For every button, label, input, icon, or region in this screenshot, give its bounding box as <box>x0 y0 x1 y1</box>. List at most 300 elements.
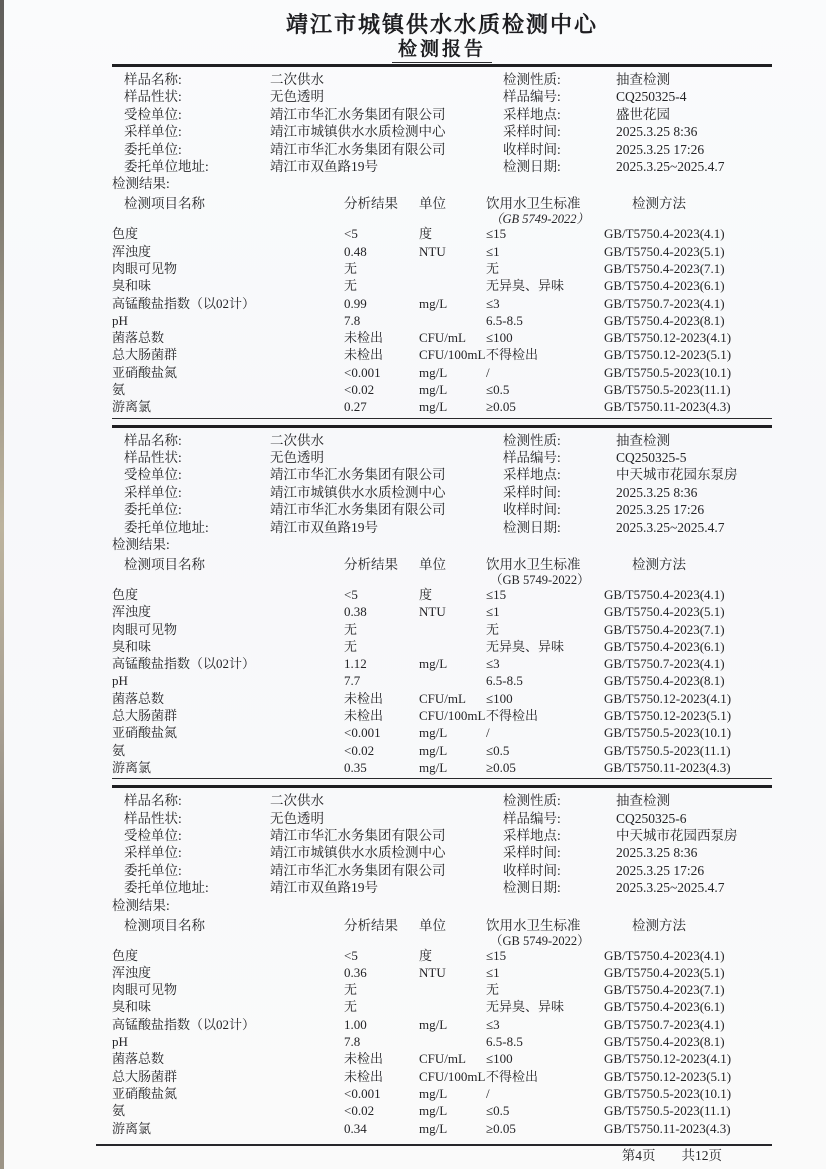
result-cell: 未检出 <box>344 1051 384 1067</box>
standard-cell: 不得检出 <box>486 347 539 363</box>
result-cell: 0.48 <box>344 243 367 259</box>
item-name-cell: 肉眼可见物 <box>112 982 178 998</box>
table-row <box>112 964 772 981</box>
results-label: 检测结果: <box>112 897 170 913</box>
result-cell: <0.02 <box>344 1103 375 1119</box>
table-row <box>112 225 772 242</box>
info-value-right: 抽查检测 <box>616 72 670 87</box>
info-value-right: CQ250325-4 <box>616 89 687 105</box>
standard-gb-code: （GB 5749-2022） <box>490 572 590 587</box>
standard-cell: 6.5-8.5 <box>486 673 523 689</box>
unit-cell <box>419 621 486 638</box>
info-value-right: 中天城市花园东泵房 <box>616 467 738 483</box>
unit-cell: 度 <box>419 947 433 963</box>
scan-edge-artifact <box>0 0 4 1169</box>
standard-cell: ≤0.5 <box>486 1103 510 1119</box>
col-header-method: 检测方法 <box>632 196 686 212</box>
standard-cell: ≤3 <box>486 295 500 311</box>
table-row <box>112 364 772 381</box>
table-row <box>112 998 772 1015</box>
result-cell: 7.8 <box>344 1034 361 1050</box>
standard-cell: ≤100 <box>486 1051 513 1067</box>
method-cell: GB/T5750.12-2023(4.1) <box>604 1051 732 1067</box>
info-value-left: 无色透明 <box>270 450 324 465</box>
standard-cell: ≤100 <box>486 330 513 346</box>
table-row <box>112 277 772 294</box>
table-row <box>112 1068 772 1085</box>
method-cell: GB/T5750.4-2023(4.1) <box>604 947 725 963</box>
info-label-left: 受检单位: <box>124 467 182 483</box>
table-row <box>112 398 772 415</box>
item-name-cell: 总大肠菌群 <box>112 708 178 724</box>
item-name-cell: 浑浊度 <box>112 243 152 259</box>
method-cell: GB/T5750.12-2023(5.1) <box>604 347 732 363</box>
unit-cell: mg/L <box>419 382 448 398</box>
standard-cell: ≤0.5 <box>486 382 510 398</box>
info-label-right: 收样时间: <box>503 862 561 878</box>
standard-cell: 不得检出 <box>486 1068 539 1084</box>
result-cell: 未检出 <box>344 690 384 706</box>
unit-cell <box>419 981 486 998</box>
info-value-right: 抽查检测 <box>616 432 670 448</box>
unit-cell: mg/L <box>419 1103 448 1119</box>
unit-cell: CFU/100mL <box>419 1068 486 1084</box>
info-value-right: 2025.3.25 8:36 <box>616 124 698 140</box>
info-value-right: 抽查检测 <box>616 793 670 809</box>
table-row <box>112 672 772 689</box>
info-label-left: 委托单位地址: <box>124 880 209 896</box>
info-row <box>112 501 772 518</box>
standard-cell: ≤1 <box>486 243 500 259</box>
unit-cell: mg/L <box>419 656 448 672</box>
standard-gb-code: （GB 5749-2022） <box>490 933 590 948</box>
page-number: 第4页 <box>621 1147 656 1163</box>
item-name-cell: 亚硝酸盐氮 <box>112 1085 178 1101</box>
info-row <box>112 484 772 501</box>
standard-cell: ≤15 <box>486 226 507 242</box>
col-header-item-name: 检测项目名称 <box>124 556 205 572</box>
table-row <box>112 742 772 759</box>
standard-cell: 无 <box>486 260 500 276</box>
info-row <box>112 879 772 896</box>
table-row <box>112 1050 772 1067</box>
unit-cell: mg/L <box>419 1085 448 1101</box>
info-label-right: 检测日期: <box>503 158 561 174</box>
standard-cell: 无异臭、异味 <box>486 638 565 654</box>
unit-cell <box>419 638 486 655</box>
result-cell: 无 <box>344 260 358 276</box>
col-header-standard <box>486 192 604 227</box>
info-label-left: 委托单位: <box>124 862 182 878</box>
item-name-cell: 高锰酸盐指数（以02计） <box>112 1016 256 1032</box>
method-cell: GB/T5750.5-2023(10.1) <box>604 1085 732 1101</box>
org-title: 靖江市城镇供水水质检测中心 <box>285 12 598 37</box>
table-row <box>112 759 772 776</box>
info-label-left: 样品性状: <box>124 450 182 465</box>
unit-cell <box>419 312 486 329</box>
info-label-right: 采样时间: <box>503 484 561 500</box>
item-name-cell: 菌落总数 <box>112 690 165 706</box>
table-row <box>112 260 772 277</box>
result-cell: <0.001 <box>344 725 381 741</box>
info-row <box>112 158 772 175</box>
method-cell: GB/T5750.12-2023(5.1) <box>604 1068 732 1084</box>
info-value-right: 2025.3.25 8:36 <box>616 484 698 500</box>
table-row <box>112 707 772 724</box>
table-row <box>112 329 772 346</box>
method-cell: GB/T5750.11-2023(4.3) <box>604 399 731 415</box>
result-cell: 0.34 <box>344 1120 367 1136</box>
item-name-cell: 臭和味 <box>112 999 152 1015</box>
unit-cell: mg/L <box>419 725 448 741</box>
info-label-left: 采样单位: <box>124 484 182 500</box>
info-row <box>112 106 772 123</box>
info-label-right: 样品编号: <box>503 450 561 465</box>
sample-section-3 <box>112 788 772 1137</box>
info-label-right: 收样时间: <box>503 141 561 157</box>
item-name-cell: pH <box>112 673 128 689</box>
info-label-left: 受检单位: <box>124 828 182 843</box>
item-name-cell: 臭和味 <box>112 278 152 294</box>
method-cell: GB/T5750.4-2023(5.1) <box>604 243 725 259</box>
method-cell: GB/T5750.12-2023(4.1) <box>604 690 732 706</box>
method-cell: GB/T5750.4-2023(6.1) <box>604 999 725 1015</box>
item-name-cell: 色度 <box>112 947 139 963</box>
info-label-right: 检测性质: <box>503 72 561 87</box>
result-cell: 0.35 <box>344 759 367 775</box>
item-name-cell: 肉眼可见物 <box>112 621 178 637</box>
item-name-cell: 菌落总数 <box>112 330 165 346</box>
result-cell: <5 <box>344 226 358 242</box>
info-value-left: 靖江市城镇供水水质检测中心 <box>270 484 446 500</box>
info-value-left: 靖江市双鱼路19号 <box>270 519 378 535</box>
info-value-left: 靖江市双鱼路19号 <box>270 158 378 174</box>
info-label-left: 样品名称: <box>124 432 182 448</box>
result-cell: 1.12 <box>344 656 367 672</box>
table-bottom-rule <box>112 778 772 779</box>
unit-cell: NTU <box>419 964 446 980</box>
info-label-left: 采样单位: <box>124 124 182 140</box>
col-header-unit: 单位 <box>419 196 446 212</box>
result-cell: 未检出 <box>344 1068 384 1084</box>
item-name-cell: 氨 <box>112 742 126 758</box>
item-name-cell: 游离氯 <box>112 759 152 775</box>
standard-cell: ≤0.5 <box>486 742 510 758</box>
info-label-left: 委托单位地址: <box>124 519 209 535</box>
info-label-left: 受检单位: <box>124 106 182 122</box>
method-cell: GB/T5750.4-2023(7.1) <box>604 621 725 637</box>
standard-gb-code: （GB 5749-2022） <box>490 212 589 227</box>
item-name-cell: 游离氯 <box>112 1120 152 1136</box>
standard-title: 饮用水卫生标准 <box>486 196 581 212</box>
unit-cell: CFU/mL <box>419 1051 466 1067</box>
info-row <box>112 449 772 466</box>
info-value-right: 中天城市花园西泵房 <box>616 828 738 843</box>
unit-cell: CFU/mL <box>419 330 466 346</box>
table-row <box>112 1085 772 1102</box>
method-cell: GB/T5750.5-2023(11.1) <box>604 382 731 398</box>
item-name-cell: 亚硝酸盐氮 <box>112 725 178 741</box>
table-header <box>112 192 772 225</box>
result-cell: 无 <box>344 638 358 654</box>
info-label-left: 委托单位: <box>124 141 182 157</box>
table-row <box>112 381 772 398</box>
table-row <box>112 690 772 707</box>
item-name-cell: 总大肠菌群 <box>112 1068 178 1084</box>
results-label: 检测结果: <box>112 536 170 552</box>
item-name-cell: 氨 <box>112 382 126 398</box>
unit-cell: mg/L <box>419 1016 448 1032</box>
result-cell: 0.38 <box>344 604 367 620</box>
title-block <box>112 0 772 63</box>
standard-title: 饮用水卫生标准 <box>486 556 581 572</box>
result-cell: 无 <box>344 982 358 998</box>
result-cell: 无 <box>344 278 358 294</box>
method-cell: GB/T5750.4-2023(8.1) <box>604 312 725 328</box>
result-cell: 7.8 <box>344 312 361 328</box>
info-value-left: 无色透明 <box>270 89 324 105</box>
info-value-right: 2025.3.25 17:26 <box>616 502 705 518</box>
result-cell: 7.7 <box>344 673 361 689</box>
standard-cell: 无 <box>486 982 500 998</box>
unit-cell: mg/L <box>419 759 448 775</box>
unit-cell <box>419 260 486 277</box>
info-label-right: 检测日期: <box>503 519 561 535</box>
result-cell: 未检出 <box>344 330 384 346</box>
item-name-cell: 高锰酸盐指数（以02计） <box>112 656 256 672</box>
result-cell: 未检出 <box>344 708 384 724</box>
info-value-left: 靖江市华汇水务集团有限公司 <box>270 828 446 843</box>
unit-cell <box>419 998 486 1015</box>
standard-cell: / <box>486 364 490 380</box>
item-name-cell: 游离氯 <box>112 399 152 415</box>
standard-cell: ≥0.05 <box>486 399 516 415</box>
table-row <box>112 586 772 603</box>
item-name-cell: 色度 <box>112 226 139 242</box>
unit-cell: mg/L <box>419 742 448 758</box>
info-value-right: 2025.3.25 8:36 <box>616 845 698 861</box>
result-cell: 0.99 <box>344 295 367 311</box>
item-name-cell: 臭和味 <box>112 638 152 654</box>
unit-cell: CFU/mL <box>419 690 466 706</box>
result-cell: <5 <box>344 947 358 963</box>
method-cell: GB/T5750.5-2023(11.1) <box>604 742 731 758</box>
method-cell: GB/T5750.7-2023(4.1) <box>604 656 725 672</box>
table-header <box>112 553 772 586</box>
table-header <box>112 914 772 947</box>
method-cell: GB/T5750.7-2023(4.1) <box>604 295 725 311</box>
table-row <box>112 1033 772 1050</box>
info-value-left: 靖江市华汇水务集团有限公司 <box>270 862 446 878</box>
standard-cell: ≥0.05 <box>486 759 516 775</box>
standard-cell: ≤15 <box>486 586 507 602</box>
info-value-left: 靖江市华汇水务集团有限公司 <box>270 106 446 122</box>
result-cell: <5 <box>344 586 358 602</box>
table-row <box>112 621 772 638</box>
info-row <box>112 844 772 861</box>
result-cell: 1.00 <box>344 1016 367 1032</box>
page-total: 共12页 <box>681 1147 722 1163</box>
item-name-cell: 亚硝酸盐氮 <box>112 364 178 380</box>
method-cell: GB/T5750.4-2023(8.1) <box>604 1034 725 1050</box>
standard-cell: 6.5-8.5 <box>486 1034 523 1050</box>
info-value-right: 2025.3.25~2025.4.7 <box>616 880 725 896</box>
info-value-left: 二次供水 <box>270 72 324 87</box>
unit-cell: CFU/100mL <box>419 347 486 363</box>
table-bottom-rule <box>112 418 772 419</box>
info-label-left: 样品性状: <box>124 810 182 826</box>
method-cell: GB/T5750.4-2023(5.1) <box>604 604 725 620</box>
info-value-left: 靖江市华汇水务集团有限公司 <box>270 467 446 483</box>
standard-title: 饮用水卫生标准 <box>486 917 581 933</box>
info-label-right: 采样地点: <box>503 828 561 843</box>
item-name-cell: 肉眼可见物 <box>112 260 178 276</box>
info-value-right: 2025.3.25 17:26 <box>616 141 705 157</box>
info-value-left: 靖江市华汇水务集团有限公司 <box>270 141 446 157</box>
info-label-right: 检测性质: <box>503 432 561 448</box>
result-cell: <0.02 <box>344 742 375 758</box>
unit-cell: mg/L <box>419 364 448 380</box>
info-label-left: 样品名称: <box>124 72 182 87</box>
info-value-right: CQ250325-5 <box>616 450 687 465</box>
result-cell: 无 <box>344 999 358 1015</box>
info-value-left: 靖江市城镇供水水质检测中心 <box>270 124 446 140</box>
info-row <box>112 827 772 844</box>
standard-cell: ≤1 <box>486 964 500 980</box>
method-cell: GB/T5750.4-2023(4.1) <box>604 226 725 242</box>
info-row <box>112 71 772 88</box>
info-row <box>112 862 772 879</box>
unit-cell: mg/L <box>419 1120 448 1136</box>
info-row <box>112 141 772 158</box>
table-row <box>112 295 772 312</box>
result-cell: 未检出 <box>344 347 384 363</box>
method-cell: GB/T5750.4-2023(6.1) <box>604 638 725 654</box>
sample-section-1 <box>112 67 772 419</box>
info-label-left: 采样单位: <box>124 845 182 861</box>
table-row <box>112 724 772 741</box>
col-header-unit: 单位 <box>419 556 446 572</box>
item-name-cell: pH <box>112 1034 128 1050</box>
col-header-method: 检测方法 <box>632 917 686 933</box>
col-header-unit: 单位 <box>419 917 446 933</box>
page-footer <box>112 1146 772 1166</box>
unit-cell <box>419 277 486 294</box>
col-header-result: 分析结果 <box>344 196 398 212</box>
info-row <box>112 792 772 809</box>
table-row <box>112 346 772 363</box>
item-name-cell: 色度 <box>112 586 139 602</box>
method-cell: GB/T5750.12-2023(4.1) <box>604 330 732 346</box>
col-header-standard <box>486 553 604 588</box>
item-name-cell: 总大肠菌群 <box>112 347 178 363</box>
info-label-right: 样品编号: <box>503 89 561 105</box>
standard-cell: ≤3 <box>486 656 500 672</box>
info-value-right: 2025.3.25~2025.4.7 <box>616 519 725 535</box>
info-label-right: 采样地点: <box>503 106 561 122</box>
unit-cell <box>419 1033 486 1050</box>
info-row <box>112 810 772 827</box>
unit-cell: NTU <box>419 243 446 259</box>
method-cell: GB/T5750.4-2023(6.1) <box>604 278 725 294</box>
standard-cell: 无异臭、异味 <box>486 999 565 1015</box>
info-label-left: 样品性状: <box>124 89 182 105</box>
info-value-left: 靖江市城镇供水水质检测中心 <box>270 845 446 861</box>
info-label-left: 样品名称: <box>124 793 182 809</box>
info-label-right: 检测日期: <box>503 880 561 896</box>
table-row <box>112 638 772 655</box>
col-header-method: 检测方法 <box>632 556 686 572</box>
method-cell: GB/T5750.4-2023(4.1) <box>604 586 725 602</box>
unit-cell: 度 <box>419 226 433 242</box>
result-cell: <0.001 <box>344 1085 381 1101</box>
method-cell: GB/T5750.11-2023(4.3) <box>604 1120 731 1136</box>
standard-cell: 无 <box>486 621 500 637</box>
table-row <box>112 1120 772 1137</box>
standard-cell: / <box>486 725 490 741</box>
table-row <box>112 1016 772 1033</box>
info-row <box>112 466 772 483</box>
info-value-left: 靖江市华汇水务集团有限公司 <box>270 502 446 518</box>
col-header-result: 分析结果 <box>344 917 398 933</box>
col-header-standard <box>486 914 604 949</box>
standard-cell: ≤100 <box>486 690 513 706</box>
method-cell: GB/T5750.7-2023(4.1) <box>604 1016 725 1032</box>
table-row <box>112 603 772 620</box>
report-title: 检测报告 <box>392 38 492 63</box>
info-row <box>112 519 772 536</box>
result-cell: 0.36 <box>344 964 367 980</box>
col-header-item-name: 检测项目名称 <box>124 196 205 212</box>
info-label-right: 采样时间: <box>503 845 561 861</box>
info-row <box>112 88 772 105</box>
table-row <box>112 312 772 329</box>
item-name-cell: 菌落总数 <box>112 1051 165 1067</box>
info-row <box>112 123 772 140</box>
standard-cell: / <box>486 1085 490 1101</box>
report-title-wrap <box>112 38 772 63</box>
unit-cell: NTU <box>419 604 446 620</box>
col-header-item-name: 检测项目名称 <box>124 917 205 933</box>
info-value-left: 无色透明 <box>270 810 324 826</box>
standard-cell: 无异臭、异味 <box>486 278 565 294</box>
unit-cell: mg/L <box>419 295 448 311</box>
item-name-cell: pH <box>112 312 128 328</box>
table-row <box>112 947 772 964</box>
method-cell: GB/T5750.11-2023(4.3) <box>604 759 731 775</box>
report-page <box>112 0 772 1166</box>
standard-cell: 6.5-8.5 <box>486 312 523 328</box>
info-value-right: CQ250325-6 <box>616 810 687 826</box>
method-cell: GB/T5750.12-2023(5.1) <box>604 708 732 724</box>
unit-cell <box>419 672 486 689</box>
table-row <box>112 981 772 998</box>
standard-cell: ≤1 <box>486 604 500 620</box>
method-cell: GB/T5750.5-2023(10.1) <box>604 364 732 380</box>
info-value-left: 二次供水 <box>270 432 324 448</box>
info-label-right: 检测性质: <box>503 793 561 809</box>
result-cell: 无 <box>344 621 358 637</box>
standard-cell: 不得检出 <box>486 708 539 724</box>
sample-section-2 <box>112 428 772 780</box>
col-header-result: 分析结果 <box>344 556 398 572</box>
item-name-cell: 浑浊度 <box>112 964 152 980</box>
result-cell: <0.001 <box>344 364 381 380</box>
table-row <box>112 1102 772 1119</box>
info-label-right: 采样地点: <box>503 467 561 483</box>
info-label-right: 样品编号: <box>503 810 561 826</box>
info-label-left: 委托单位地址: <box>124 158 209 174</box>
